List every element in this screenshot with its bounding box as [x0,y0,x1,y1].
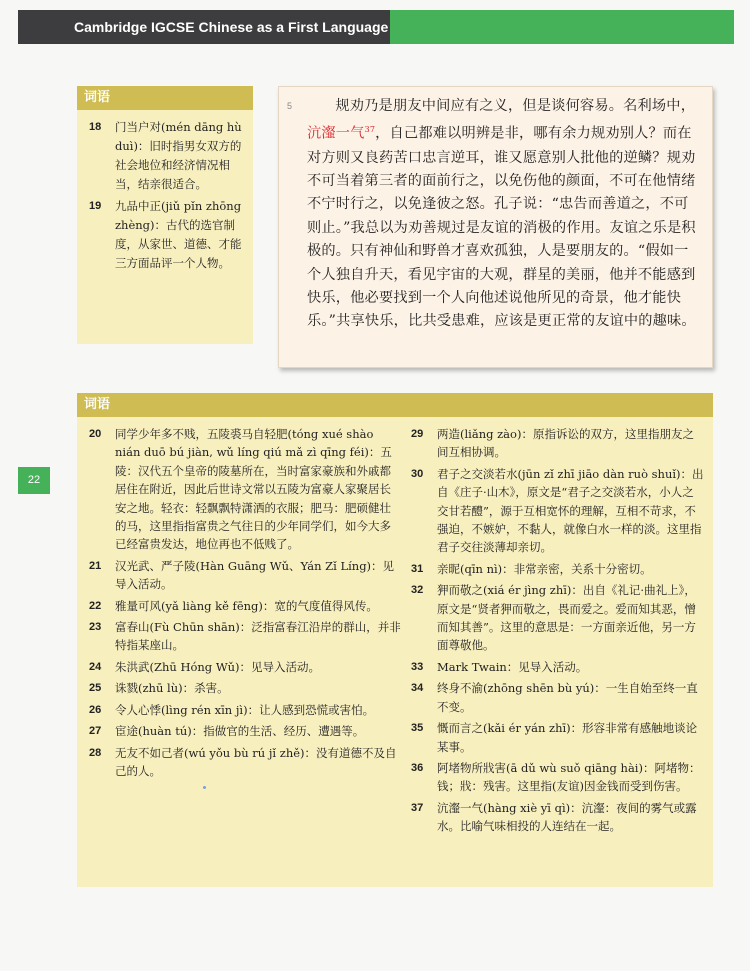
vocab-entry [411,658,705,676]
vocab-entry [89,118,243,194]
vocab-column-left [89,425,401,839]
vocab-entry [89,701,401,719]
entry-definition: 同学少年多不贱，五陵裘马自轻肥(tóng xué shào nián duō bú jiàn, wǔ líng qiú mǎ zì qīng féi)：五陵：汉代五个皇帝的陵墓所在，当时富家豪族和外戚都居住在附近，因此后世诗文常以五陵为富豪人家聚居长安之地。轻衣：轻飘飘特潇洒的衣服；肥马：肥硕健壮的马，这里指指富贵之气往日的少年同学们，如今大多已经富贵发达，地位再也不低贱了。 [115,427,392,552]
vocab-column-right [401,425,705,839]
entry-number: 29 [411,428,424,440]
vocab-entry [411,799,705,836]
entry-definition: 亲昵(qīn nì)：非常亲密，关系十分密切。 [437,561,652,576]
entry-definition: 雅量可风(yǎ liàng kě fēng)：宽的气度值得风传。 [115,598,378,613]
entry-definition: 诛戮(zhū lù)：杀害。 [115,681,229,696]
entry-definition: 狎而敬之(xiá ér jìng zhī)：出自《礼记·曲礼上》，原文是“贤者狎而敬之，畏而爱之。爱而知其恶，憎而知其善”。这里的意思是：一方面亲近他，另一方面尊敬他。 [437,583,696,653]
vocab-entry [89,722,401,740]
vocab-entry [89,597,401,615]
highlighted-term: 沆瀣一气 [307,126,365,143]
entry-number: 27 [89,725,102,738]
entry-number: 37 [411,801,424,814]
entry-definition: 君子之交淡若水(jūn zǐ zhī jiāo dàn ruò shuǐ)：出自《庄子·山木》，原文是“君子之交淡若水，小人之交甘若醴”，源于互相宽怀的理解，互相不苛求，不强迫，不嫉妒，不黏人，就像白水一样的淡。这里指君子交往淡薄却亲切。 [437,466,704,555]
entry-number: 19 [89,200,102,212]
stray-mark [203,786,206,789]
vocab-entry [89,658,401,676]
vocab-entry [411,425,705,462]
entry-number: 21 [89,559,102,572]
entry-definition: 朱洪武(Zhū Hóng Wǔ)：见导入活动。 [115,659,321,674]
entry-definition: 无友不如己者(wú yǒu bù rú jǐ zhě)：没有道德不及自己的人。 [115,745,397,778]
entry-number: 22 [89,599,102,612]
vocab-heading: 词语 [77,393,713,417]
vocab-entry [411,679,705,716]
page-header [18,10,734,44]
vocab-entry [411,719,705,756]
entry-definition: 阿堵物所戕害(ā dǔ wù suǒ qiāng hài)：阿堵物：钱；戕：残害。这里指(友谊)因金钱而受到伤害。 [437,760,701,794]
vocab-box-small [77,86,253,344]
entry-number: 28 [89,746,102,759]
entry-number: 23 [89,621,102,634]
vocab-entry [89,197,243,273]
entry-number: 32 [411,584,424,597]
entry-number: 36 [411,761,424,774]
entry-definition: 富春山(Fù Chūn shān)：泛指富春江沿岸的群山，并非特指某座山。 [115,620,401,653]
vocab-entry [411,560,705,578]
page-number: 22 [18,467,50,494]
entry-number: 18 [89,121,102,133]
footnote-ref: 37 [364,125,376,135]
entry-definition: Mark Twain：见导入活动。 [437,659,588,674]
entry-definition: 汉光武、严子陵(Hàn Guāng Wǔ、Yán Zǐ Líng)：见导入活动。 [115,558,395,592]
vocab-entry [89,425,401,554]
entry-number: 33 [411,660,424,673]
entry-number: 25 [89,682,102,695]
entry-definition: 门当户对(mén dāng hù duì)：旧时指男女双方的社会地位和经济情况相当，结亲很适合。 [115,120,242,191]
entry-definition: 慨而言之(kǎi ér yán zhī)：形容非常有感触地谈论某事。 [437,721,698,754]
entry-number: 26 [89,703,102,716]
reading-passage [278,86,713,368]
entry-definition: 宦途(huàn tú)：指做官的生活、经历、遭遇等。 [115,724,365,739]
vocab-heading: 词语 [77,86,253,110]
book-title: Cambridge IGCSE Chinese as a First Language [18,10,390,44]
entry-number: 24 [89,660,102,673]
entry-definition: 令人心悸(lìng rén xīn jì)：让人感到恐慌或害怕。 [115,702,375,717]
entry-definition: 沆瀣一气(hàng xiè yī qì)：沆瀣：夜间的雾气或露水。比喻气味相投的人连结在一起。 [437,800,697,834]
header-accent-bar [390,10,734,44]
vocab-entry [89,557,401,594]
vocab-entry [411,581,705,655]
vocab-list [77,110,253,273]
passage-text: 规劝乃是朋友中间应有之义，但是谈何容易。名利场中，沆瀣一气$^{37}$，自己都难以明辨是非，哪有余力规劝别人？而在对方则又良药苦口忠言逆耳，谁又愿意别人批他的逆鳞？规劝不可当着第三者的面前行之，以免伤他的颜面，不可在他情绪不宁时行之，以免逢彼之怒。孔子说：“忠告而善道之，不可则止。”我总以为劝善规过是友谊的消极的作用。友谊之乐是积极的。只有神仙和野兽才喜欢孤独，人是要朋友的。“假如一个人独自升天，看见宇宙的大观，群星的美丽，他并不能感到快乐，他必要找到一个人向他述说他所见的奇景，他才能快乐。”共享快乐，比共受患难，应该是更正常的友谊中的趣味。 [307,98,696,330]
entry-definition: 终身不渝(zhōng shēn bù yú)：一生自始至终一直不变。 [437,681,698,714]
entry-number: 34 [411,682,424,695]
entry-number: 30 [411,467,424,480]
vocab-box-large [77,393,713,887]
vocab-entry [411,759,705,796]
vocab-entry [89,618,401,655]
vocab-entry [89,744,401,781]
entry-definition: 九品中正(jiǔ pǐn zhōng zhèng)：古代的选官制度，从家世、道德、才能三方面品评一个人物。 [115,199,242,270]
entry-number: 20 [89,428,102,440]
vocab-entry [411,465,705,557]
entry-number: 35 [411,722,424,735]
entry-definition: 两造(liǎng zào)：原指诉讼的双方，这里指朋友之间互相协调。 [437,427,694,460]
vocab-entry [89,679,401,697]
line-number: 5 [287,101,293,111]
entry-number: 31 [411,562,424,575]
